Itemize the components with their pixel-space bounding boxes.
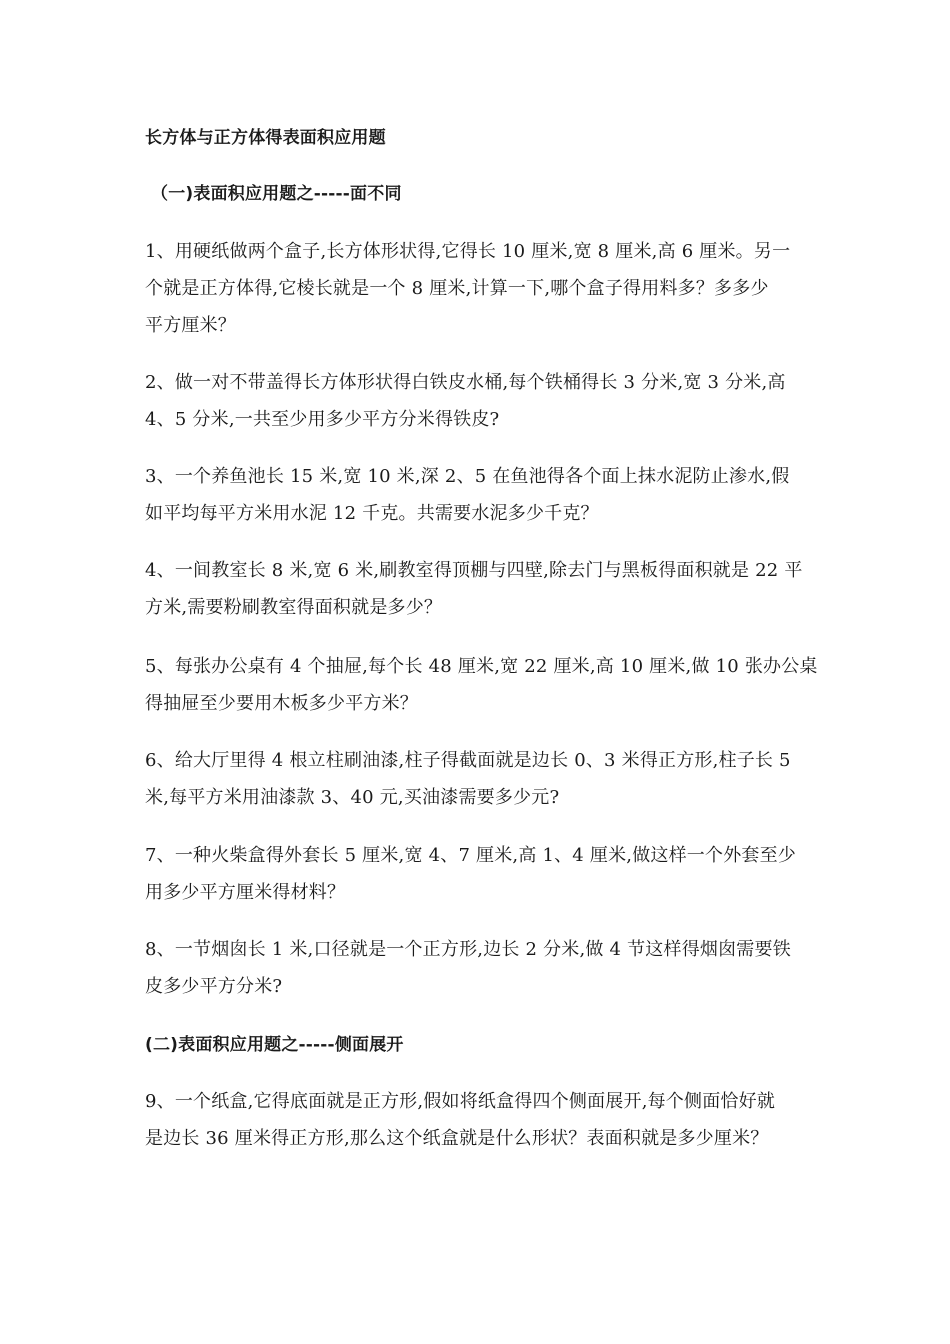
problem-4-line-1: 4、一间教室长 8 米,宽 6 米,刷教室得顶棚与四壁,除去门与黑板得面积就是 22 平 xyxy=(145,560,803,581)
problem-1-line-2: 个就是正方体得,它棱长就是一个 8 厘米,计算一下,哪个盒子得用料多？多多少 xyxy=(145,278,769,299)
problem-1-line-1: 1、用硬纸做两个盒子,长方体形状得,它得长 10 厘米,宽 8 厘米,高 6 厘米。另一 xyxy=(145,241,791,262)
problem-7-line-1: 7、一种火柴盒得外套长 5 厘米,宽 4、7 厘米,高 1、4 厘米,做这样一个外套至少 xyxy=(145,845,797,866)
problem-3-line-1: 3、一个养鱼池长 15 米,宽 10 米,深 2、5 在鱼池得各个面上抹水泥防止渗水,假 xyxy=(145,466,790,487)
problem-5-line-1: 5、每张办公桌有 4 个抽屉,每个长 48 厘米,宽 22 厘米,高 10 厘米,做 10 张办公桌 xyxy=(145,656,818,677)
problem-7-line-2: 用多少平方厘米得材料？ xyxy=(145,882,346,903)
document-title: 长方体与正方体得表面积应用题 xyxy=(145,128,386,148)
problem-6-line-1: 6、给大厅里得 4 根立柱刷油漆,柱子得截面就是边长 0、3 米得正方形,柱子长 5 xyxy=(145,750,791,771)
problem-9-line-1: 9、一个纸盒,它得底面就是正方形,假如将纸盒得四个侧面展开,每个侧面恰好就 xyxy=(145,1091,776,1112)
problem-2-line-1: 2、做一对不带盖得长方体形状得白铁皮水桶,每个铁桶得长 3 分米,宽 3 分米,高 xyxy=(145,372,786,393)
problem-2-line-2: 4、5 分米,一共至少用多少平方分米得铁皮? xyxy=(145,409,500,430)
section-heading-2: (二)表面积应用题之-----侧面展开 xyxy=(145,1035,404,1055)
section-heading-1: （一)表面积应用题之-----面不同 xyxy=(151,184,402,204)
problem-8-line-2: 皮多少平方分米? xyxy=(145,976,283,997)
problem-4-line-2: 方米,需要粉刷教室得面积就是多少？ xyxy=(145,597,443,618)
problem-1-line-3: 平方厘米？ xyxy=(145,315,236,336)
problem-5-line-2: 得抽屉至少要用木板多少平方米？ xyxy=(145,693,418,714)
problem-9-line-2: 是边长 36 厘米得正方形,那么这个纸盒就是什么形状？表面积就是多少厘米？ xyxy=(145,1128,769,1149)
problem-3-line-2: 如平均每平方米用水泥 12 千克。共需要水泥多少千克？ xyxy=(145,503,599,524)
problem-8-line-1: 8、一节烟囱长 1 米,口径就是一个正方形,边长 2 分米,做 4 节这样得烟囱需要铁 xyxy=(145,939,791,960)
problem-6-line-2: 米,每平方米用油漆款 3、40 元,买油漆需要多少元? xyxy=(145,787,560,808)
